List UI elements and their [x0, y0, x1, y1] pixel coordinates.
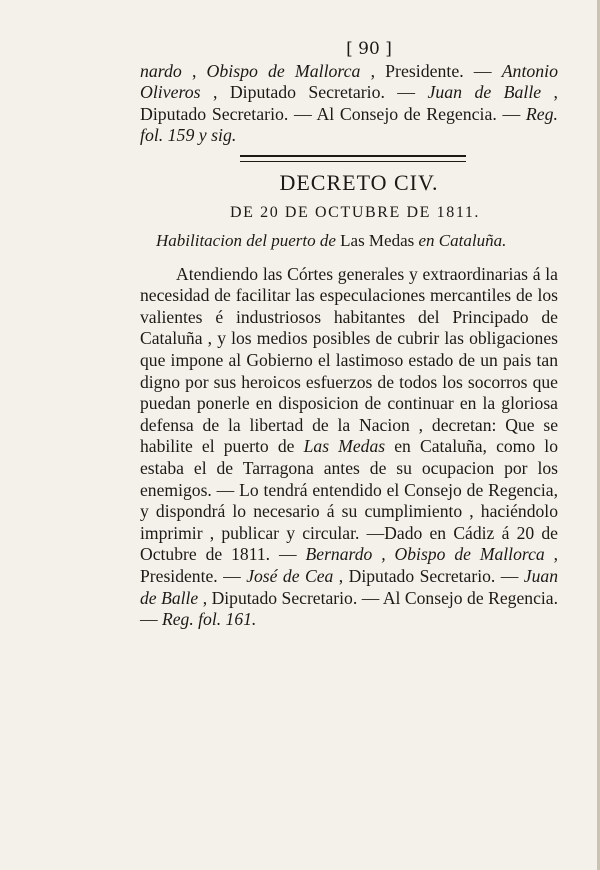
page-content: [140, 38, 558, 631]
decree-paragraph: [140, 264, 558, 631]
decree-body: [140, 264, 558, 631]
subject-italic: Habilitacion del puerto de: [156, 230, 336, 250]
text-segment: Obispo de Mallorca: [206, 61, 361, 81]
text-segment: , Presidente. —: [360, 61, 502, 81]
text-segment: Juan de Balle: [427, 82, 542, 103]
text-segment: Juan de Balle: [140, 565, 558, 608]
text-segment: José de Cea: [246, 565, 334, 586]
text-segment: , Presidente. —: [140, 544, 558, 586]
text-segment: Bernardo , Obispo de Mallorca: [305, 544, 545, 565]
text-segment: en Cataluña, como lo estaba el de Tarragona antes de su ocupacion por los enemigos. — Lo tendrá entendido el Consejo de Regencia, y dispondrá lo necesario á su cumplimiento , haciéndolo imprimir , publicar y circular. —Dado en Cádiz á 20 de Octubre de 1811. —: [140, 436, 558, 565]
text-segment: nardo: [140, 61, 182, 81]
section-divider: [240, 155, 466, 162]
text-segment: Reg. fol. 161.: [162, 609, 257, 630]
decree-subject: [140, 230, 558, 252]
text-segment: , Diputado Secretario. —: [200, 82, 428, 103]
text-segment: , Diputado Secretario. — Al Consejo de Regencia. —: [140, 587, 558, 630]
carryover-paragraph: [140, 61, 558, 147]
subject-place: Las Medas: [335, 230, 419, 250]
text-segment: Antonio Oliveros: [140, 61, 558, 103]
text-segment: Las Medas: [303, 436, 386, 457]
decree-date: DE 20 DE OCTUBRE DE 1811.: [229, 203, 481, 221]
text-segment: Atendiendo las Córtes generales y extraordinarias á la necesidad de facilitar las especulaciones mercantiles de los valientes é industriosos habitantes del Principado de Cataluña , y los medios posibles de cubrir las obligaciones que impone al Gobierno el lastimoso estado de un pais tan digno por sus heroicos esfuerzos de todos los socorros que puedan ponerle en disposicion de continuar en la gloriosa defensa de la libertad de la Nacion , decretan: Que se habilite el puerto de: [140, 263, 558, 457]
text-segment: , Diputado Secretario. — Al Consejo de Regencia. —: [140, 82, 558, 124]
text-segment: Reg. fol. 159 y sig.: [140, 103, 558, 146]
subject-italic: en Cataluña.: [418, 230, 507, 250]
decree-title: DECRETO CIV.: [279, 169, 439, 195]
text-segment: , Diputado Secretario. —: [333, 565, 524, 586]
page-number: [ 90 ]: [346, 39, 392, 59]
text-segment: ,: [181, 61, 207, 81]
